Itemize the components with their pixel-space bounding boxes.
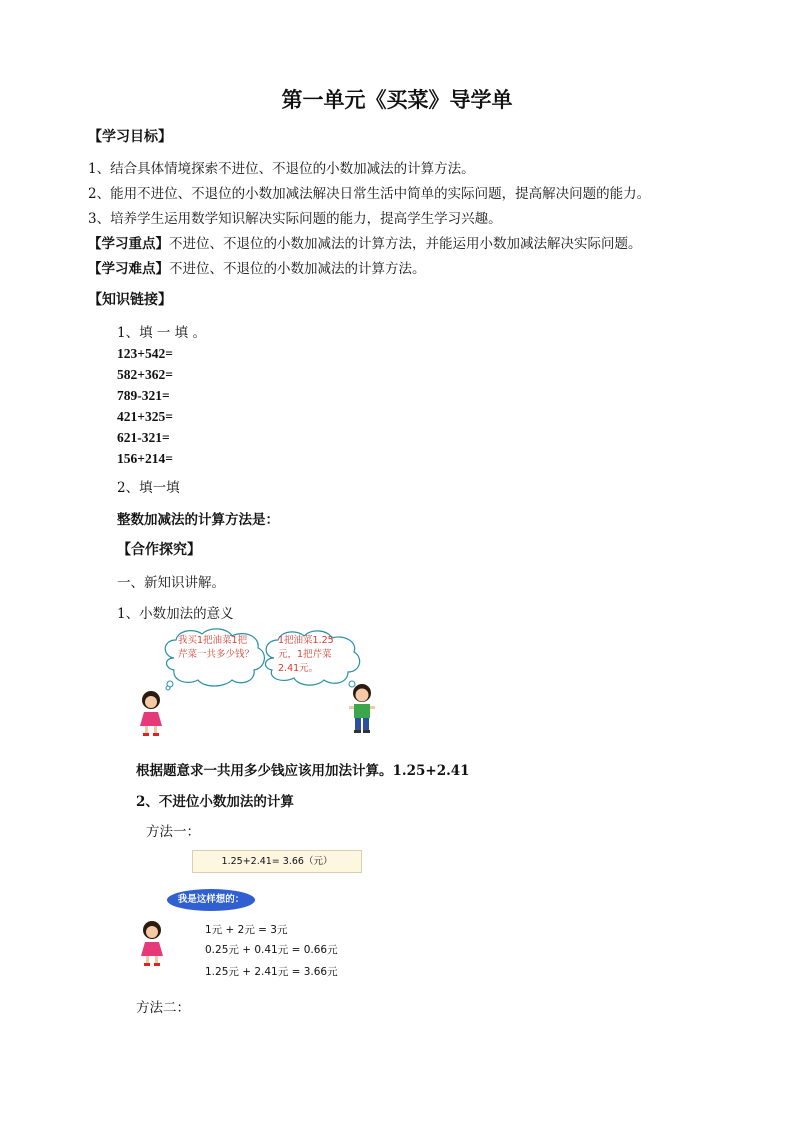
difficulty-text: 不进位、不退位的小数加减法的计算方法。 — [169, 261, 426, 277]
goal-item-1: 1、结合具体情境探索不进位、不退位的小数加减法的计算方法。 — [88, 161, 475, 177]
goal-item-2: 2、能用不进位、不退位的小数加减法解决日常生活中简单的实际问题，提高解决问题的能力。 — [88, 186, 651, 202]
equation-6: 156+214= — [117, 451, 173, 466]
method-2-label: 方法二： — [136, 1000, 190, 1016]
calc-line-3: 1.25元 + 2.41元 = 3.66元 — [205, 966, 338, 978]
boy-illustration — [346, 682, 378, 738]
cloud-right-text: 1把油菜1.25元，1把芹菜2.41元。 — [278, 635, 334, 674]
key-point-text: 不进位、不退位的小数加减法的计算方法，并能运用小数加减法解决实际问题。 — [169, 236, 642, 252]
thought-dots — [164, 684, 184, 694]
explore-heading: 【合作探究】 — [117, 542, 201, 558]
equation-5: 621-321= — [117, 430, 170, 445]
calc-line-2: 0.25元 + 0.41元 = 0.66元 — [205, 944, 338, 956]
thinking-bubble: 我是这样想的： — [167, 889, 255, 911]
method-1-label: 方法一： — [146, 824, 200, 840]
knowledge-heading: 【知识链接】 — [88, 292, 172, 308]
calc-line-1: 1元 + 2元 = 3元 — [205, 924, 288, 936]
equation-4: 421+325= — [117, 409, 173, 424]
item-2-title: 2、不进位小数加法的计算 — [136, 794, 294, 810]
girl-illustration — [136, 688, 166, 738]
page-title: 第一单元《买菜》导学单 — [281, 87, 513, 112]
part-1-title: 一、新知识讲解。 — [117, 575, 225, 591]
conclusion-text: 根据题意求一共用多少钱应该用加法计算。1.25+2.41 — [136, 763, 470, 779]
equation-2: 582+362= — [117, 367, 173, 382]
difficulty — [88, 257, 426, 277]
girl-thinking-illustration — [136, 918, 168, 968]
goal-item-3: 3、培养学生运用数学知识解决实际问题的能力，提高学生学习兴趣。 — [88, 211, 502, 227]
key-point — [88, 232, 642, 252]
method-1-box: 1.25+2.41= 3.66（元） — [192, 850, 362, 873]
question-2: 2、填一填 — [117, 480, 180, 496]
equation-3: 789-321= — [117, 388, 170, 403]
question-1: 1、填 一 填 。 — [117, 325, 206, 341]
difficulty-label: 【学习难点】 — [88, 261, 169, 277]
key-point-label: 【学习重点】 — [88, 236, 169, 252]
cloud-left-text: 我买1把油菜1把芹菜一共多少钱？ — [178, 635, 255, 660]
goals-heading: 【学习目标】 — [88, 129, 172, 145]
question-2-text: 整数加减法的计算方法是： — [117, 512, 279, 528]
item-1-title: 1、小数加法的意义 — [117, 606, 234, 622]
equation-1: 123+542= — [117, 346, 173, 361]
